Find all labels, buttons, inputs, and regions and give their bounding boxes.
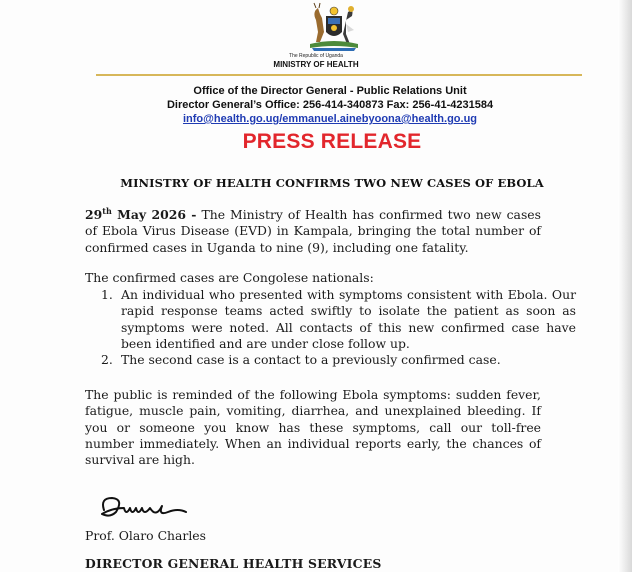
cases-list [85, 287, 576, 368]
list-item: 2. The second case is a contact to a previously confirmed case. [101, 352, 501, 368]
list-item: 1. An individual who presented with symptoms consistent with Ebola. Our rapid response teams acted swiftly to isolate the patient as soon as symptoms were noted. All contacts of this new confirmed case have been identified and are under close follow up. [101, 287, 576, 351]
contact-line: Director General’s Office: 256-414-340873 Fax: 256-41-4231584 [166, 99, 494, 111]
paragraph-intro: 29th May 2026 - The Ministry of Health has confirmed two new cases of Ebola Virus Disease (EVD) in Kampala, bringing the total number of confirmed cases in Uganda to nine (9), including one fatality. [85, 206, 541, 255]
release-date: 29th May 2026 - [85, 206, 197, 223]
republic-label: The Republic of Uganda [289, 53, 343, 59]
email-links[interactable]: info@health.go.ug/emmanuel.ainebyoona@health.go.ug [182, 113, 478, 125]
release-headline: MINISTRY OF HEALTH CONFIRMS TWO NEW CASES OF EBOLA [120, 176, 544, 190]
signer-name: Prof. Olaro Charles [85, 528, 206, 543]
press-release-title: PRESS RELEASE [242, 130, 422, 153]
signature-image [98, 490, 198, 526]
office-line: Office of the Director General - Public Relations Unit [193, 85, 467, 97]
uganda-coat-of-arms-icon [302, 2, 366, 52]
paragraph-symptoms: The public is reminded of the following Ebola symptoms: sudden fever, fatigue, muscle pain, vomiting, diarrhea, and unexplained bleeding. If you or someone you know has these symptoms, call our toll-free number immediately. When an individual reports early, the chances of survival are high. [85, 387, 541, 468]
ministry-label: MINISTRY OF HEALTH [273, 60, 359, 69]
paragraph-cases-intro: The confirmed cases are Congolese nationals: [85, 270, 374, 285]
header-divider [96, 74, 582, 76]
signer-title: DIRECTOR GENERAL HEALTH SERVICES [85, 556, 382, 571]
